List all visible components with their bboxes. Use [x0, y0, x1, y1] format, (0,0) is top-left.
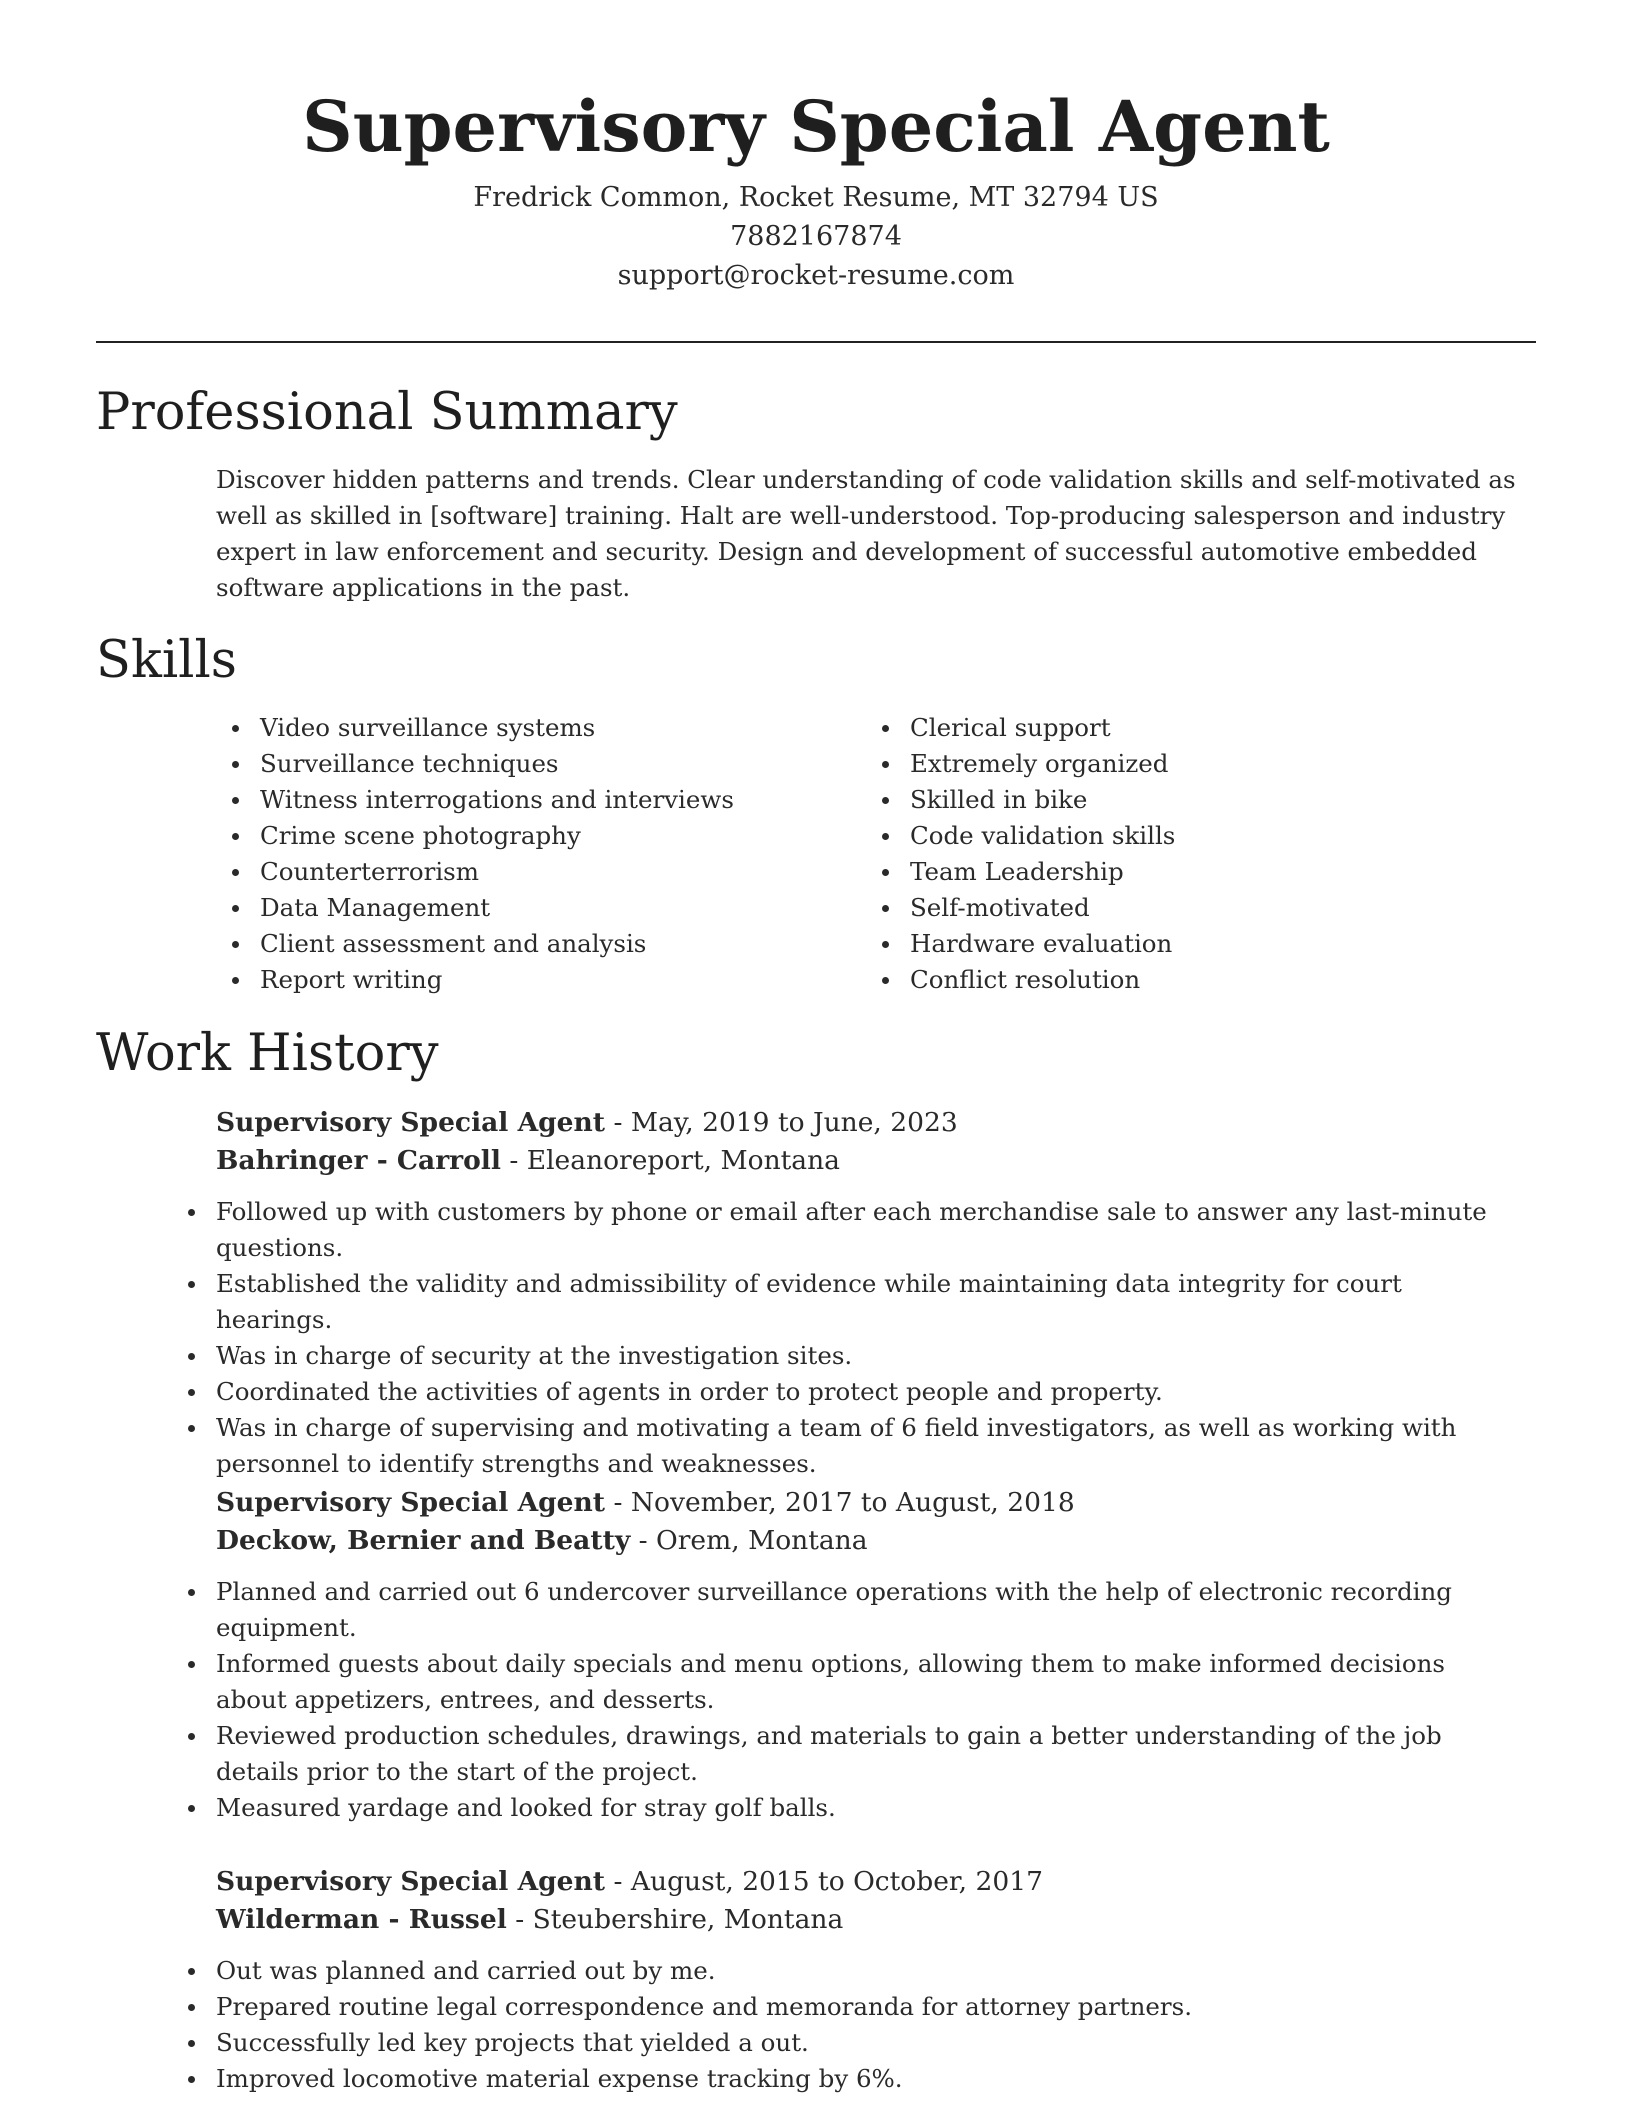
section-title-skills: Skills	[96, 631, 237, 690]
duty-item: Was in charge of security at the investigation sites.	[172, 1338, 1516, 1374]
skill-item: Client assessment and analysis	[216, 926, 734, 962]
job-title-line	[216, 1104, 1516, 1142]
skill-item: Data Management	[216, 890, 734, 926]
skill-item: Code validation skills	[866, 818, 1175, 854]
job-duties	[172, 1953, 1516, 2097]
skill-item: Counterterrorism	[216, 854, 734, 890]
job-dates: - May, 2019 to June, 2023	[605, 1107, 958, 1138]
job-dates: - November, 2017 to August, 2018	[605, 1487, 1075, 1518]
job-company-line	[216, 1901, 1516, 1939]
skill-item: Team Leadership	[866, 854, 1175, 890]
job-dates: - August, 2015 to October, 2017	[605, 1866, 1043, 1897]
duty-item: Improved locomotive material expense tracking by 6%.	[172, 2061, 1516, 2097]
job-duties	[172, 1574, 1516, 1826]
resume-header	[0, 84, 1632, 295]
skill-item: Video surveillance systems	[216, 710, 734, 746]
header-divider	[96, 341, 1536, 343]
skill-item: Hardware evaluation	[866, 926, 1175, 962]
job-duties	[172, 1194, 1516, 1482]
duty-item: Informed guests about daily specials and menu options, allowing them to make informed decisions about appetizers, entrees, and desserts.	[172, 1646, 1516, 1718]
skill-item: Self-motivated	[866, 890, 1175, 926]
job-entry	[216, 1104, 1516, 1482]
contact-phone: 7882167874	[730, 221, 902, 252]
summary-text: Discover hidden patterns and trends. Clear understanding of code validation skills and self-motivated as well as skilled in [software] training. Halt are well-understood. Top-producing salesperson and industry expert in law enforcement and security. Design and development of successful automotive embedded software applications in the past.	[216, 465, 1516, 602]
job-title-line	[216, 1484, 1516, 1522]
job-role: Supervisory Special Agent	[216, 1487, 606, 1518]
duty-item: Measured yardage and looked for stray golf balls.	[172, 1790, 1516, 1826]
job-role: Supervisory Special Agent	[216, 1866, 606, 1897]
section-title-work-history: Work History	[96, 1024, 439, 1083]
job-entry	[216, 1484, 1516, 1826]
duty-item: Planned and carried out 6 undercover surveillance operations with the help of electronic recording equipment.	[172, 1574, 1516, 1646]
contact-address: Fredrick Common, Rocket Resume, MT 32794 US	[473, 182, 1159, 213]
candidate-name: Supervisory Special Agent	[302, 85, 1330, 168]
skill-item: Skilled in bike	[866, 782, 1175, 818]
section-title-summary: Professional Summary	[96, 383, 678, 442]
duty-item: Followed up with customers by phone or email after each merchandise sale to answer any last-minute questions.	[172, 1194, 1516, 1266]
job-company: Bahringer - Carroll	[216, 1145, 501, 1176]
skill-item: Report writing	[216, 962, 734, 998]
duty-item: Was in charge of supervising and motivating a team of 6 field investigators, as well as working with personnel to identify strengths and weaknesses.	[172, 1410, 1516, 1482]
duty-item: Successfully led key projects that yielded a out.	[172, 2025, 1516, 2061]
skill-item: Extremely organized	[866, 746, 1175, 782]
skills-list-right	[866, 710, 1175, 998]
job-company-line	[216, 1522, 1516, 1560]
job-entry	[216, 1863, 1516, 2097]
duty-item: Prepared routine legal correspondence and memoranda for attorney partners.	[172, 1989, 1516, 2025]
job-role: Supervisory Special Agent	[216, 1107, 606, 1138]
skill-item: Clerical support	[866, 710, 1175, 746]
duty-item: Out was planned and carried out by me.	[172, 1953, 1516, 1989]
job-company: Deckow, Bernier and Beatty	[216, 1525, 631, 1556]
skill-item: Witness interrogations and interviews	[216, 782, 734, 818]
contact-block	[0, 178, 1632, 295]
contact-email: support@rocket-resume.com	[617, 260, 1015, 291]
duty-item: Coordinated the activities of agents in order to protect people and property.	[172, 1374, 1516, 1410]
skill-item: Crime scene photography	[216, 818, 734, 854]
job-location: - Orem, Montana	[630, 1525, 868, 1556]
skill-item: Surveillance techniques	[216, 746, 734, 782]
job-company: Wilderman - Russel	[216, 1904, 507, 1935]
job-company-line	[216, 1142, 1516, 1180]
skills-list-left	[216, 710, 734, 998]
skill-item: Conflict resolution	[866, 962, 1175, 998]
job-title-line	[216, 1863, 1516, 1901]
job-location: - Eleanoreport, Montana	[500, 1145, 840, 1176]
job-location: - Steubershire, Montana	[506, 1904, 844, 1935]
duty-item: Reviewed production schedules, drawings, and materials to gain a better understanding of the job details prior to the start of the project.	[172, 1718, 1516, 1790]
duty-item: Established the validity and admissibility of evidence while maintaining data integrity for court hearings.	[172, 1266, 1516, 1338]
